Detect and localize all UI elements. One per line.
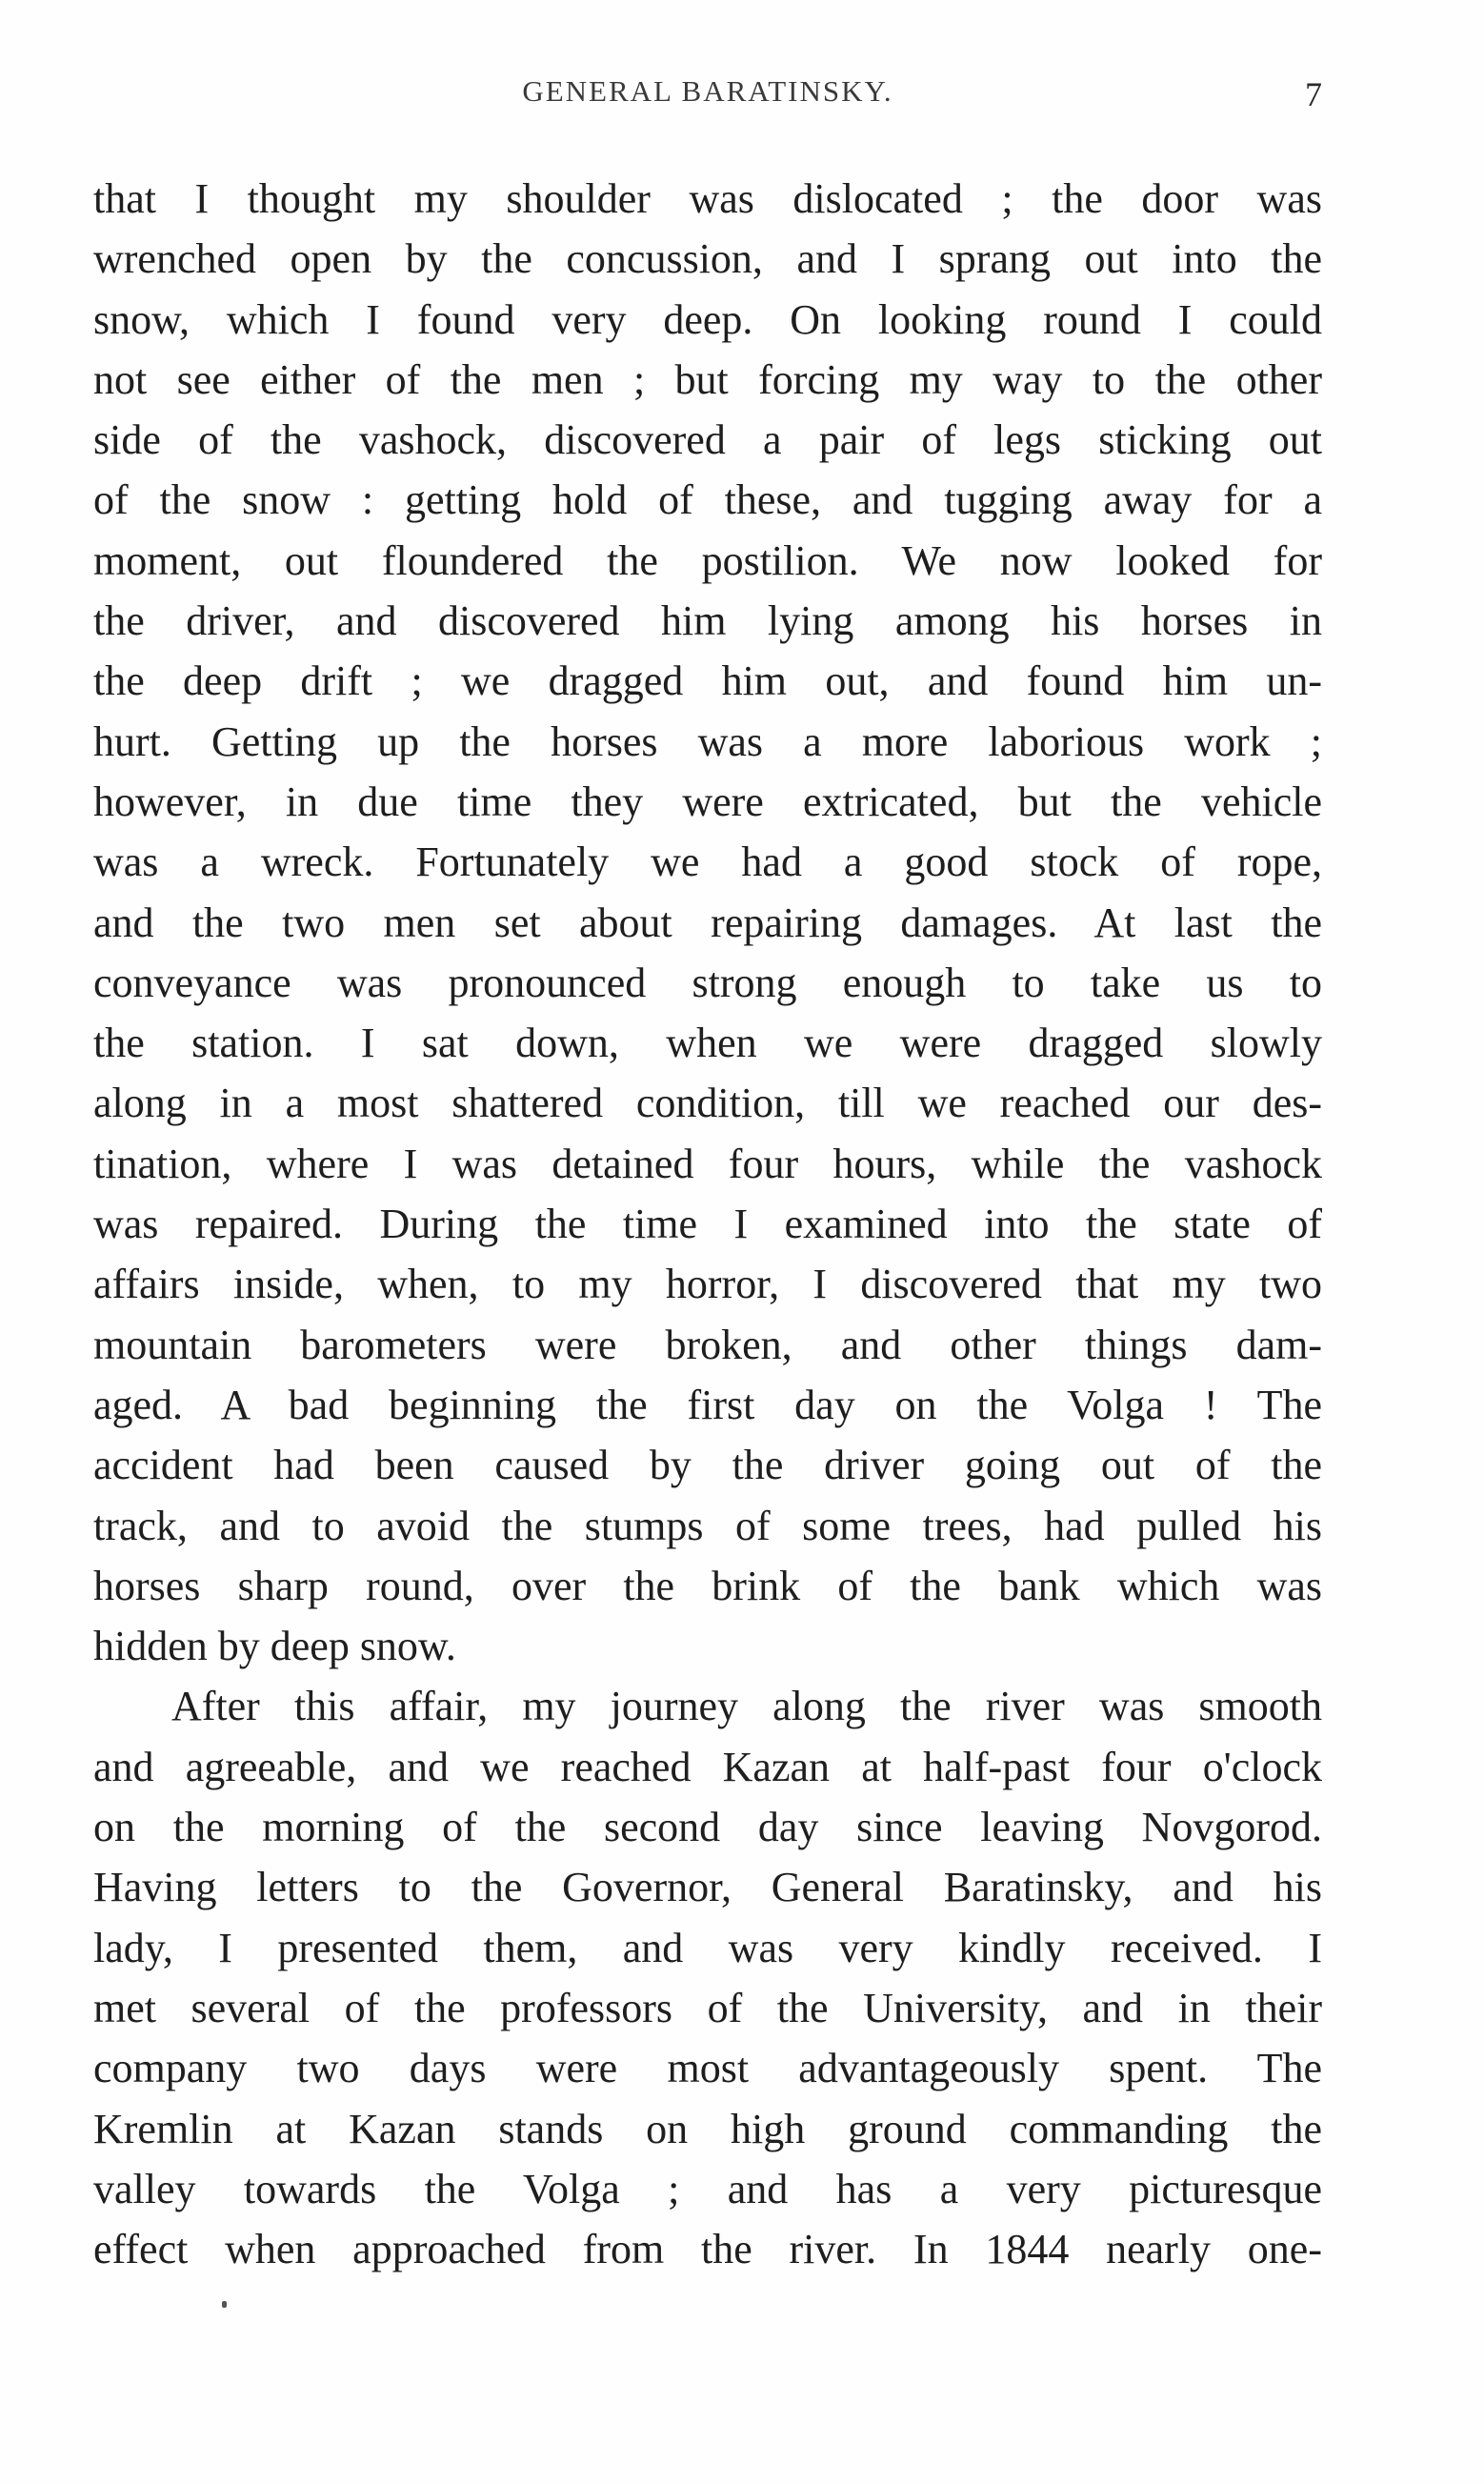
- text-line: conveyance was pronounced strong enough to take us to: [93, 959, 1322, 1006]
- text-line: moment, out floundered the postilion. We now looked for: [93, 536, 1322, 584]
- text-line: track, and to avoid the stumps of some trees, had pulled his: [93, 1502, 1322, 1549]
- text-line: hurt. Getting up the horses was a more laborious work ;: [93, 717, 1322, 765]
- text-line: snow, which I found very deep. On looking round I could: [93, 295, 1322, 343]
- text-line: and agreeable, and we reached Kazan at half-past four o'clock: [93, 1743, 1322, 1790]
- text-line: along in a most shattered condition, till we reached our des-: [93, 1080, 1322, 1127]
- text-line: lady, I presented them, and was very kindly received. I: [93, 1924, 1322, 1971]
- text-line: not see either of the men ; but forcing my way to the other: [93, 355, 1322, 403]
- running-head: [93, 74, 1322, 116]
- text-line: valley towards the Volga ; and has a very picturesque: [93, 2165, 1322, 2212]
- text-line: affairs inside, when, to my horror, I discovered that my two: [93, 1261, 1322, 1308]
- text-line: horses sharp round, over the brink of the bank which was: [93, 1562, 1322, 1609]
- text-line: aged. A bad beginning the first day on the Volga ! The: [93, 1381, 1322, 1428]
- text-line: met several of the professors of the University, and in their: [93, 1984, 1322, 2031]
- page-number: 7: [1305, 75, 1322, 113]
- text-line: side of the vashock, discovered a pair of legs sticking out: [93, 416, 1322, 464]
- text-line: that I thought my shoulder was dislocated ; the door was: [93, 175, 1322, 222]
- text-line: tination, where I was detained four hours, while the vashock: [93, 1140, 1322, 1187]
- running-title: GENERAL BARATINSKY.: [522, 74, 893, 108]
- text-line: of the snow : getting hold of these, and tugging away for a: [93, 476, 1322, 524]
- text-line: effect when approached from the river. In 1844 nearly one-: [93, 2226, 1322, 2273]
- text-line: on the morning of the second day since leaving Novgorod.: [93, 1804, 1322, 1851]
- text-line: was a wreck. Fortunately we had a good stock of rope,: [93, 838, 1322, 886]
- text-line: accident had been caused by the driver going out of the: [93, 1442, 1322, 1489]
- text-line: and the two men set about repairing damages. At last the: [93, 899, 1322, 946]
- text-line: the deep drift ; we dragged him out, and found him un-: [93, 657, 1322, 705]
- text-line: mountain barometers were broken, and other things dam-: [93, 1321, 1322, 1368]
- text-line-paragraph-start: After this affair, my journey along the river was smooth: [171, 1683, 1322, 1730]
- text-line: Kremlin at Kazan stands on high ground commanding the: [93, 2105, 1322, 2152]
- body-text: [93, 169, 1322, 2279]
- text-line: company two days were most advantageously spent. The: [93, 2045, 1322, 2092]
- text-line: however, in due time they were extricated, but the vehicle: [93, 778, 1322, 825]
- ink-speck: [222, 2301, 227, 2308]
- text-line: wrenched open by the concussion, and I sprang out into the: [93, 235, 1322, 283]
- text-line: the station. I sat down, when we were dragged slowly: [93, 1020, 1322, 1067]
- text-line: was repaired. During the time I examined into the state of: [93, 1201, 1322, 1248]
- text-line-paragraph-end: hidden by deep snow.: [93, 1623, 456, 1670]
- text-line: the driver, and discovered him lying among his horses in: [93, 597, 1322, 645]
- text-line: Having letters to the Governor, General Baratinsky, and his: [93, 1864, 1322, 1911]
